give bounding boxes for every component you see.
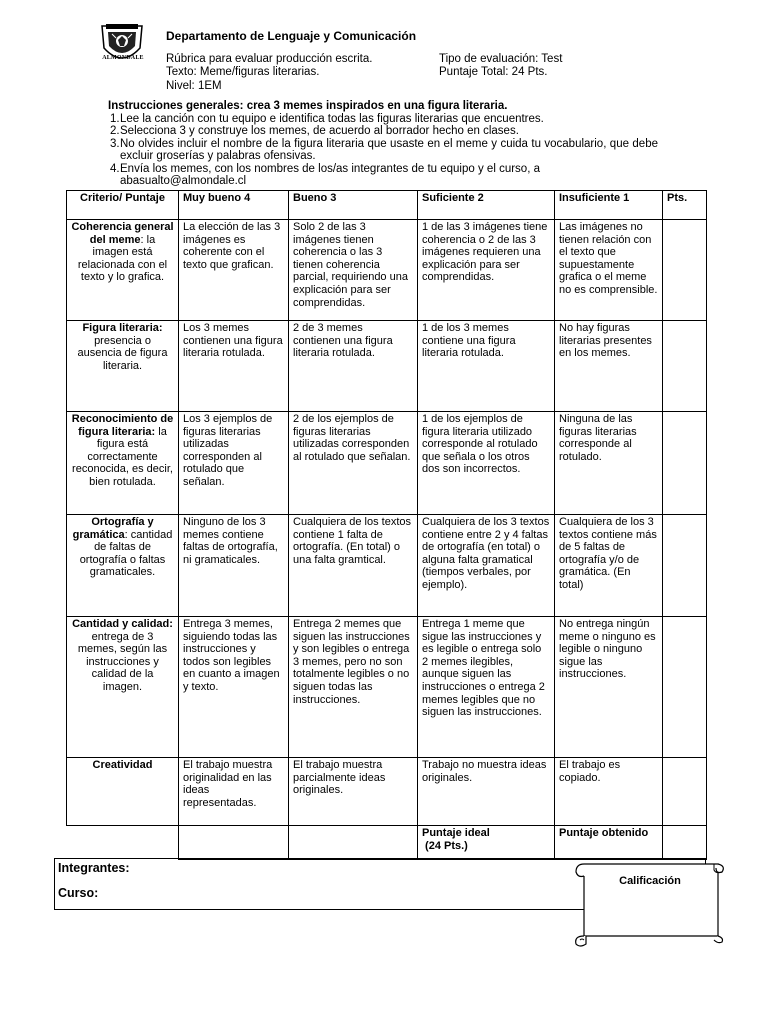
points-cell [663, 758, 707, 826]
points-cell [663, 515, 707, 617]
summary-row [67, 826, 707, 860]
instructions-title: Instrucciones generales: crea 3 memes inspirados en una figura literaria. [108, 100, 508, 112]
header-bueno: Bueno 3 [289, 191, 418, 220]
evaluation-type: Tipo de evaluación: Test [439, 53, 563, 65]
obtained-score-label: Puntaje obtenido [555, 826, 663, 860]
instructions-list [108, 113, 658, 176]
header-muy-bueno: Muy bueno 4 [179, 191, 289, 220]
rating-cell: 2 de 3 memes contienen una figura literaria rotulada. [289, 321, 418, 412]
integrantes-label: Integrantes: [58, 861, 130, 875]
criterion-cell: Ortografía y gramática: cantidad de faltas de ortografía o faltas gramaticales. [67, 515, 179, 617]
rating-cell: Las imágenes no tienen relación con el texto que supuestamente grafica o el meme no es comprensible. [555, 220, 663, 321]
curso-label: Curso: [58, 886, 99, 900]
rating-cell: Ninguno de los 3 memes contiene faltas de ortografía, ni gramaticales. [179, 515, 289, 617]
rating-cell: El trabajo es copiado. [555, 758, 663, 826]
rating-cell: Los 3 ejemplos de figuras literarias utilizadas corresponden al rotulado que señalan. [179, 412, 289, 515]
header-pts: Pts. [663, 191, 707, 220]
rating-cell: Cualquiera de los 3 textos contiene entre 2 y 4 faltas de ortografía (en total) o alguna falta gramatical (tiempos verbales, por ejemplo). [418, 515, 555, 617]
rating-cell: 1 de las 3 imágenes tiene coherencia o 2 de las 3 imágenes requieren una explicación para ser comprendidas. [418, 220, 555, 321]
rubric-title: Rúbrica para evaluar producción escrita. [166, 53, 373, 65]
rating-cell: 1 de los ejemplos de figura literaria utilizado corresponde al rotulado que señala o los otros dos son incorrectos. [418, 412, 555, 515]
calificacion-label: Calificación [619, 875, 681, 887]
rating-cell: El trabajo muestra originalidad en las ideas representadas. [179, 758, 289, 826]
department-title: Departamento de Lenguaje y Comunicación [166, 29, 417, 43]
criterion-cell: Coherencia general del meme: la imagen está relacionada con el texto y lo grafica. [67, 220, 179, 321]
criterion-cell: Reconocimiento de figura literaria: la figura está correctamente reconocida, es decir, bien rotulada. [67, 412, 179, 515]
points-cell [663, 321, 707, 412]
empty-cell [179, 826, 289, 860]
rating-cell: Los 3 memes contienen una figura literaria rotulada. [179, 321, 289, 412]
text-type: Texto: Meme/figuras literarias. [166, 66, 320, 78]
rating-cell: El trabajo muestra parcialmente ideas originales. [289, 758, 418, 826]
table-row [67, 321, 707, 412]
rating-cell: Ninguna de las figuras literarias corresponde al rotulado. [555, 412, 663, 515]
email-address: abasualto@almondale.cl [120, 175, 247, 187]
rating-cell: Trabajo no muestra ideas originales. [418, 758, 555, 826]
instruction-item: 4. Envía los memes, con los nombres de los/as integrantes de tu equipo y el curso, a [110, 162, 540, 175]
points-cell [663, 412, 707, 515]
rating-cell: Solo 2 de las 3 imágenes tienen coherencia o las 3 tienen coherencia parcial, requiriendo una explicación para ser comprendidas. [289, 220, 418, 321]
header-left [166, 53, 372, 79]
instruction-item: 2. Selecciona 3 y construye los memes, de acuerdo al borrador hecho en clases. [110, 125, 519, 137]
instruction-item: 3. No olvides incluir el nombre de la figura literaria que usaste en el meme y cuida tu vocabulario, que debe excluir groserías y palabras ofensivas. [110, 137, 658, 162]
criterion-cell: Creatividad [67, 758, 179, 826]
empty-cell [289, 826, 418, 860]
rating-cell: Entrega 1 meme que sigue las instrucciones y es legible o entrega solo 2 memes ilegibles, aunque siguen las instrucciones o entrega 2 memes legibles que no siguen las instrucciones. [418, 617, 555, 758]
rating-cell: 2 de los ejemplos de figuras literarias utilizadas corresponden al rotulado que señalan. [289, 412, 418, 515]
school-crest-icon [100, 22, 144, 70]
points-cell [663, 617, 707, 758]
table-row [67, 412, 707, 515]
rating-cell: 1 de los 3 memes contiene una figura literaria rotulada. [418, 321, 555, 412]
header-criterio: Criterio/ Puntaje [67, 191, 179, 220]
table-row [67, 617, 707, 758]
empty-cell [67, 826, 179, 860]
rubric-table [66, 190, 707, 860]
table-row [67, 515, 707, 617]
table-row [67, 758, 707, 826]
instruction-item: 1. Lee la canción con tu equipo e identifica todas las figuras literarias que encuentres. [110, 112, 544, 125]
scroll-banner-icon [570, 856, 730, 948]
obtained-score-cell [663, 826, 707, 860]
rating-cell: Cualquiera de los 3 textos contiene más de 5 faltas de ortografía y/o de gramática. (En total) [555, 515, 663, 617]
rating-cell: La elección de las 3 imágenes es coherente con el texto que grafican. [179, 220, 289, 321]
level-line-clip [160, 80, 460, 89]
rating-cell: Entrega 3 memes, siguiendo todas las instrucciones y todos son legibles en cuanto a imagen y texto. [179, 617, 289, 758]
points-cell [663, 220, 707, 321]
rating-cell: Cualquiera de los textos contiene 1 falta de ortografía. (En total) o una falta gramtical. [289, 515, 418, 617]
header-suficiente: Suficiente 2 [418, 191, 555, 220]
ideal-score-cell: Puntaje ideal (24 Pts.) [418, 826, 555, 860]
logo-text: ALMONDALE [102, 55, 144, 61]
header-right [439, 53, 562, 79]
table-header-row [67, 191, 707, 220]
criterion-cell: Cantidad y calidad: entrega de 3 memes, según las instrucciones y calidad de la imagen. [67, 617, 179, 758]
header-insuficiente: Insuficiente 1 [555, 191, 663, 220]
level-line: Nivel: 1EM [166, 80, 222, 89]
rating-cell: No entrega ningún meme o ninguno es legible o ninguno sigue las instrucciones. [555, 617, 663, 758]
criterion-cell: Figura literaria: presencia o ausencia de figura literaria. [67, 321, 179, 412]
rating-cell: Entrega 2 memes que siguen las instrucciones y son legibles o entrega 3 memes, pero no son totalmente legibles o no siguen todas las instrucciones. [289, 617, 418, 758]
instructions [108, 100, 658, 188]
total-score: Puntaje Total: 24 Pts. [439, 66, 548, 78]
table-row [67, 220, 707, 321]
rating-cell: No hay figuras literarias presentes en los memes. [555, 321, 663, 412]
